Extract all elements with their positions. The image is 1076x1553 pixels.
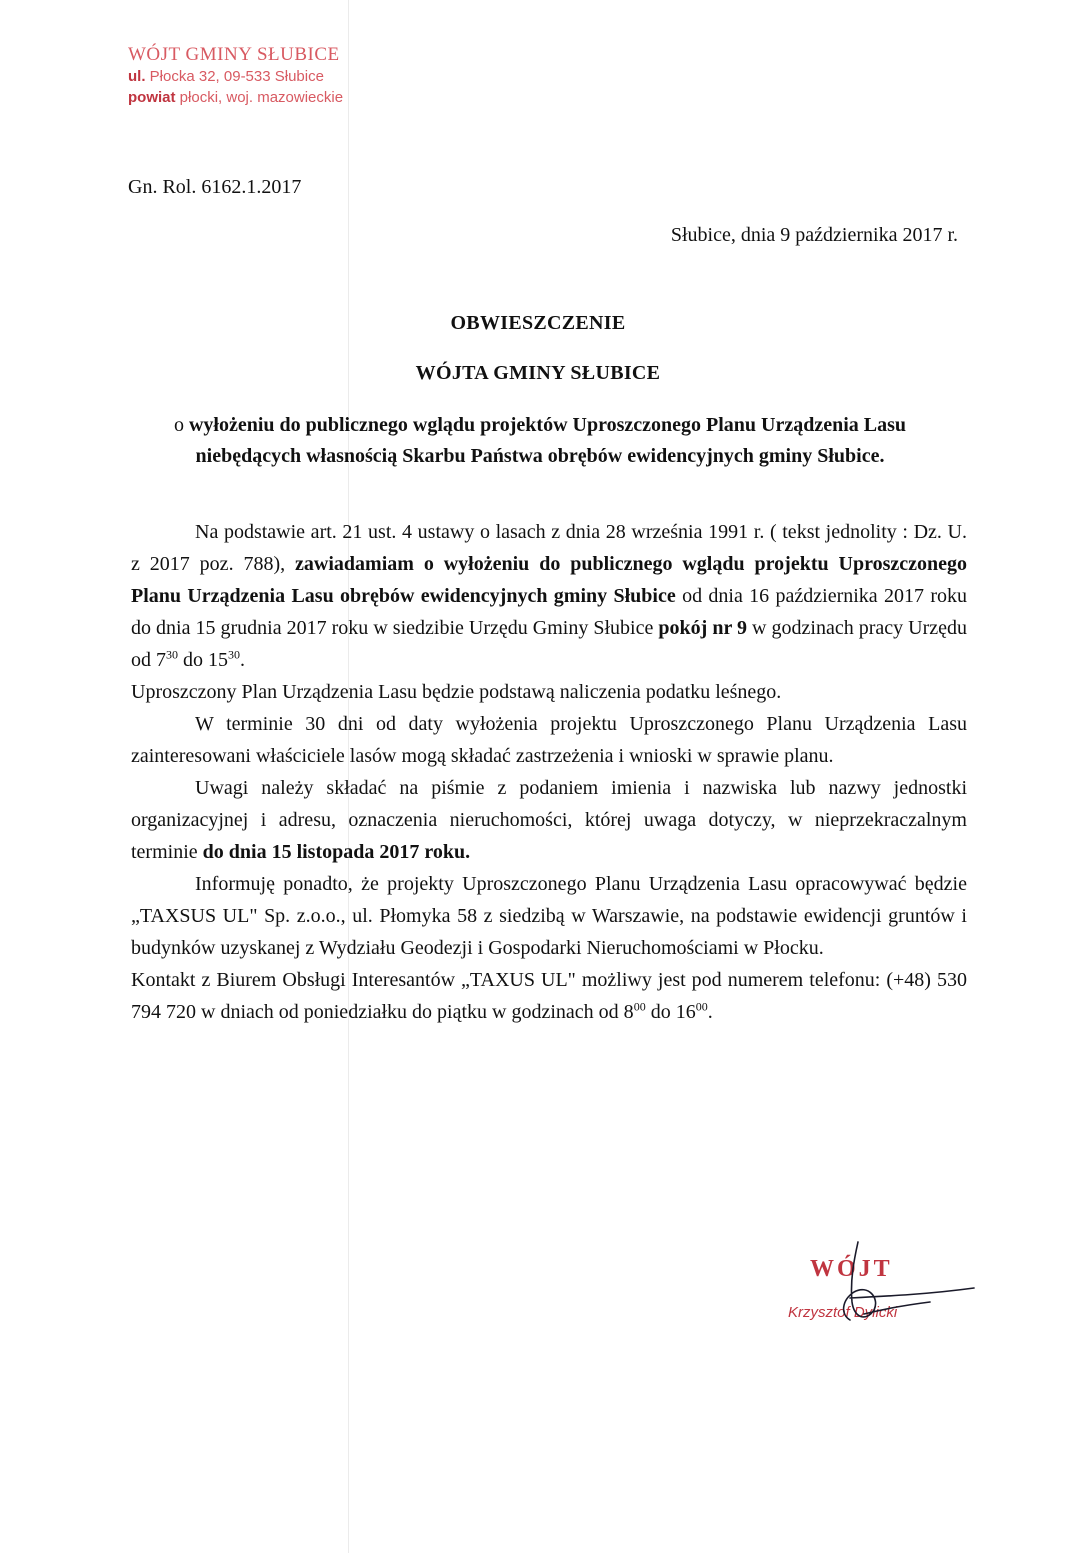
stamp-title: WÓJT GMINY SŁUBICE — [128, 44, 340, 65]
date-line: Słubice, dnia 9 października 2017 r. — [670, 224, 958, 246]
p1-hours-to: do 15 — [183, 649, 228, 671]
p1-sup-2: 30 — [228, 647, 240, 662]
stamp-district-text: płocki, woj. mazowieckie — [179, 89, 344, 106]
stamp-street-prefix: ul. — [128, 68, 146, 85]
p6-sup-2: 00 — [695, 999, 708, 1014]
p1-room: pokój nr 9 — [658, 617, 748, 639]
p1-text-1: Na podstawie art. 21 ust. 4 ustawy o lasach z dnia 28 września 1991 r. ( tekst jednolity : Dz. U. z 2017 poz. 788), — [131, 521, 967, 575]
office-stamp — [128, 44, 388, 108]
subject-text: wyłożeniu do publicznego wglądu projektów Uproszczonego Planu Urządzenia Lasu niebędących własnością Skarbu Państwa obrębów ewidencyjnych gminy Słubice. — [188, 414, 907, 467]
stamp-district — [128, 87, 388, 108]
paragraph-legal-basis — [131, 516, 967, 676]
p6-text-2: do 16 — [650, 1001, 696, 1023]
p1-sup-1: 30 — [166, 647, 178, 662]
document-title: OBWIESZCZENIE — [450, 312, 626, 334]
signature-name: Krzysztof Dylicki — [788, 1304, 898, 1321]
subject-lead: o — [173, 414, 184, 436]
p6-sup-1: 00 — [633, 999, 646, 1014]
p1-text-2: od dnia 16 października 2017 roku do dnia 15 grudnia 2017 roku w siedzibie Urzędu Gminy Słubice — [131, 585, 967, 639]
issuing-authority: WÓJTA GMINY SŁUBICE — [415, 362, 661, 384]
p6-end: . — [707, 1001, 713, 1023]
stamp-district-prefix: powiat — [128, 89, 176, 106]
paragraph-remarks — [131, 772, 967, 868]
p4-text: Uwagi należy składać na piśmie z podaniem imienia i nazwiska lub nazwy jednostki organizacyjnej i adresu, oznaczenia nieruchomości, której uwaga dotyczy, w nieprzekraczalnym terminie — [131, 777, 967, 863]
reference-number: Gn. Rol. 6162.1.2017 — [128, 176, 302, 198]
paragraph-contact — [131, 964, 967, 1028]
stamp-street: Płocka 32, 09-533 Słubice — [149, 68, 324, 85]
signature-title: WÓJT — [810, 1256, 893, 1282]
paragraph-objections-period: W terminie 30 dni od daty wyłożenia projektu Uproszczonego Planu Urządzenia Lasu zainteresowani właściciele lasów mogą składać zastrzeżenia i wnioski w sprawie planu. — [131, 713, 967, 767]
stamp-address — [128, 66, 388, 87]
p1-hours-from: w godzinach pracy Urzędu od 7 — [131, 617, 968, 671]
paragraph-tax-basis: Uproszczony Plan Urządzenia Lasu będzie podstawą naliczenia podatku leśnego. — [131, 681, 782, 703]
p1-end: . — [240, 649, 245, 671]
handwritten-signature — [780, 1240, 980, 1340]
paragraph-contractor: Informuję ponadto, że projekty Uproszczonego Planu Urządzenia Lasu opracowywać będzie „TAXSUS UL" Sp. z.o.o., ul. Płomyka 58 z siedzibą w Warszawie, na podstawie ewidencji gruntów i budynków uzyskanej z Wydziału Geodezji i Gospodarki Nieruchomościami w Płocku. — [131, 873, 967, 959]
p4-deadline: do dnia 15 listopada 2017 roku. — [202, 841, 471, 863]
signature-block — [780, 1240, 980, 1340]
subject-heading — [160, 410, 920, 471]
document-body — [131, 516, 967, 1028]
p6-text: Kontakt z Biurem Obsługi Interesantów „TAXUS UL" możliwy jest pod numerem telefonu: (+48) 530 794 720 w dniach od poniedziałku do piątku w godzinach od 8 — [131, 969, 967, 1023]
p1-bold-1: zawiadamiam o wyłożeniu do publicznego wglądu projektu Uproszczonego Planu Urządzenia Lasu obrębów ewidencyjnych gminy Słubice — [131, 553, 967, 607]
